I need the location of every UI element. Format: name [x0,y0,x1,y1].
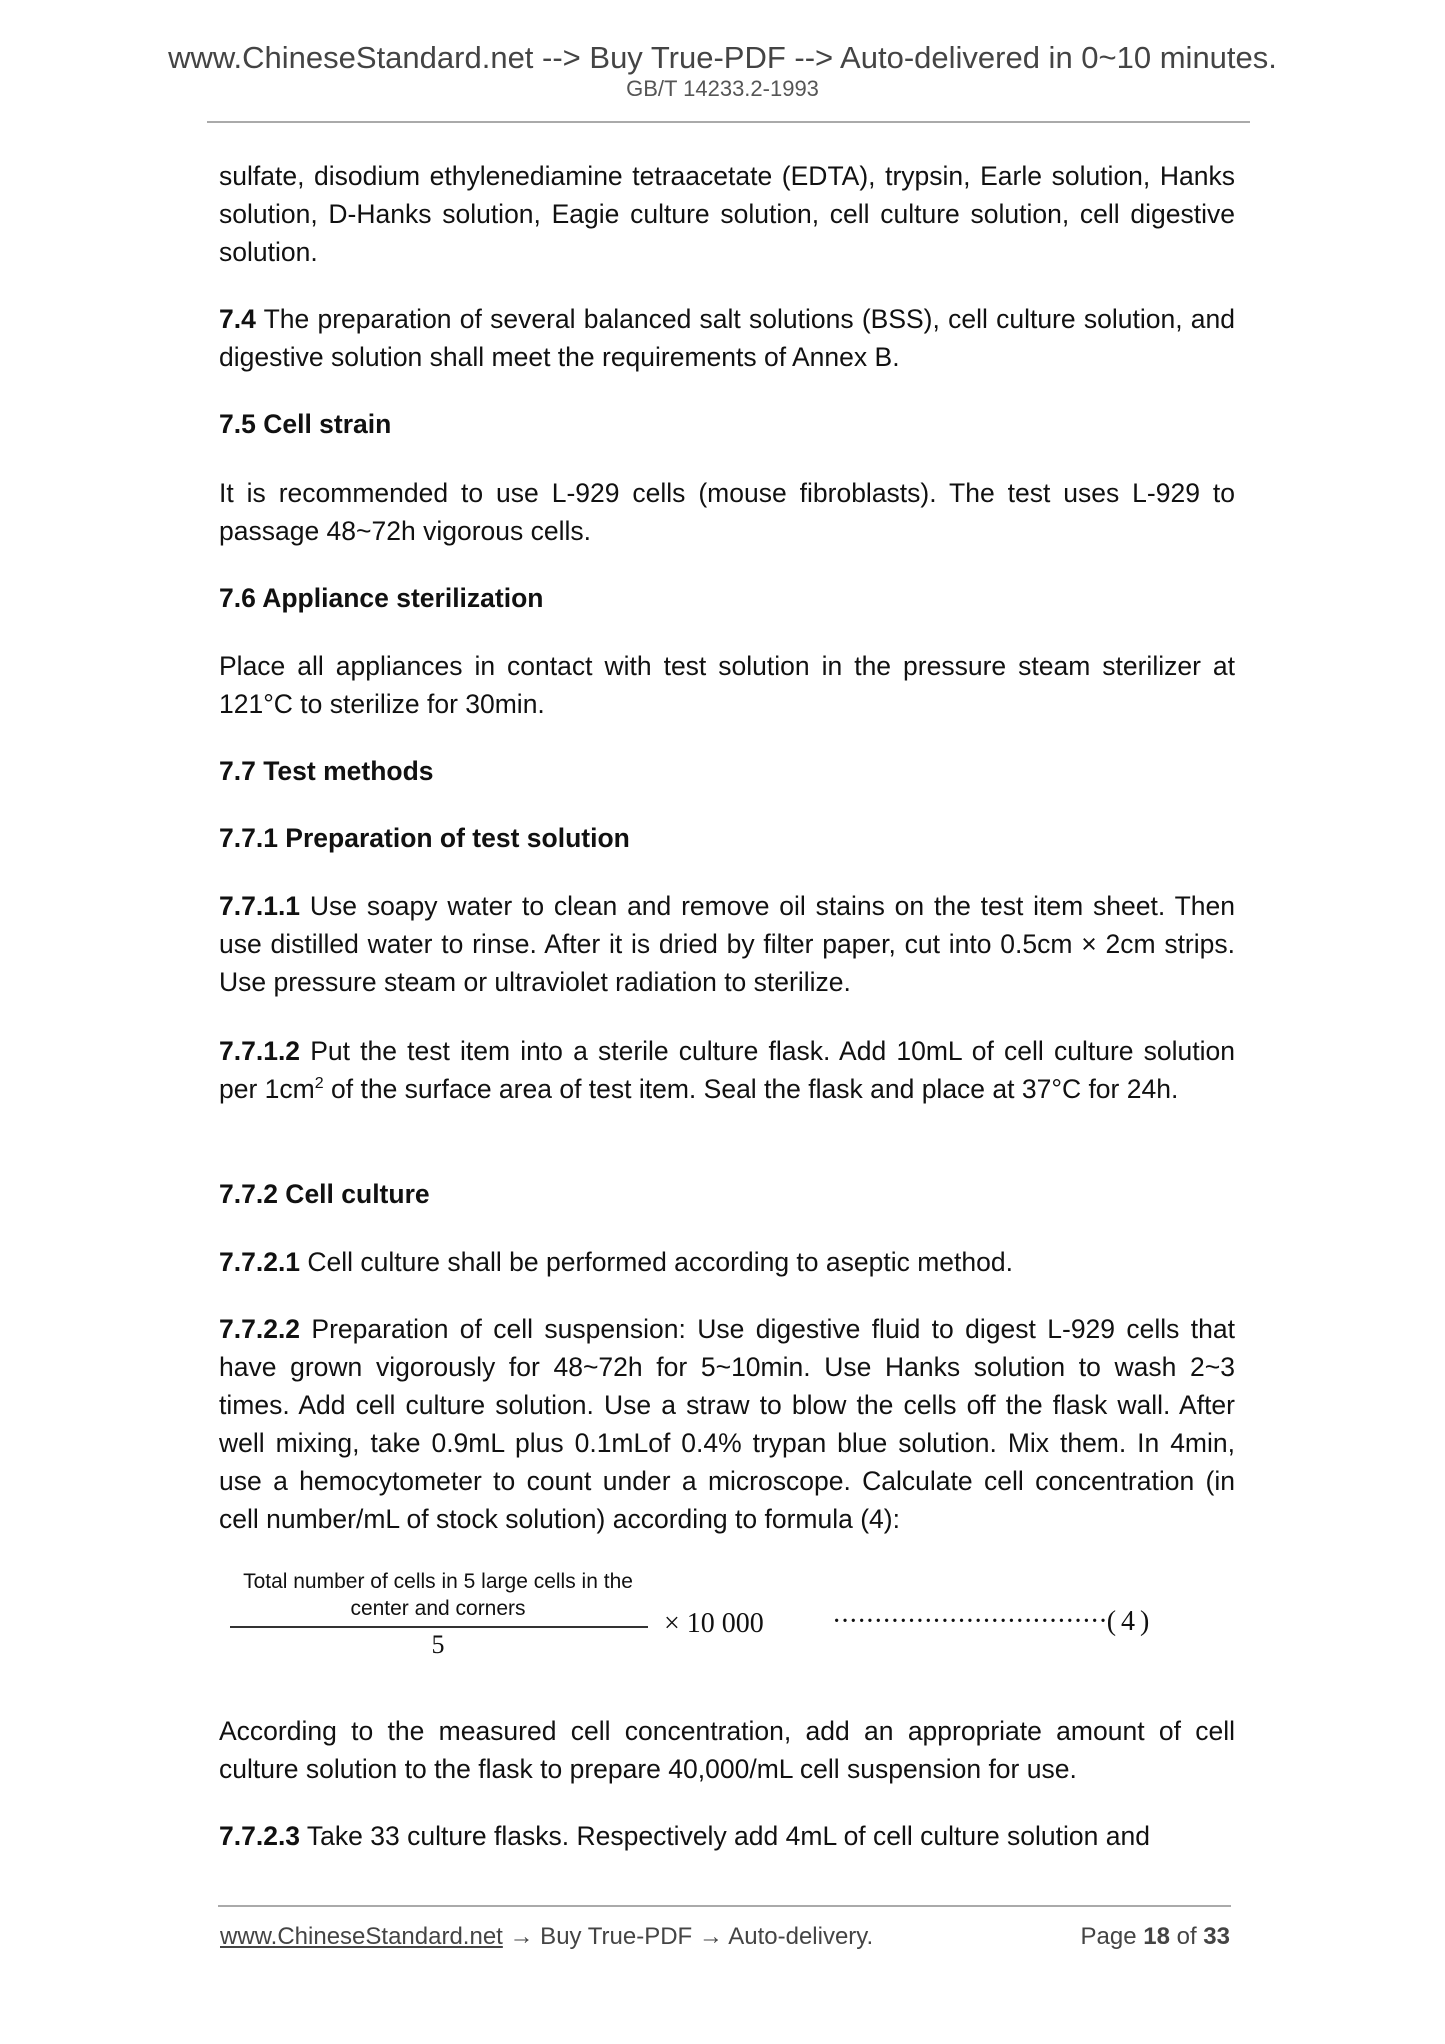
footer-divider [218,1905,1231,1907]
of-label: of [1176,1923,1197,1950]
clause-text: Preparation of cell suspension: Use digestive fluid to digest L-929 cells that have grown vigorously for 48~72h for 5~10min. Use Hanks solution to wash 2~3 times. Add cell culture solution. Use a straw to blow the cells off the flask wall. After well mixing, take 0.9mL plus 0.1mLof 0.4% trypan blue solution. Mix them. In 4min, use a hemocytometer to count under a microscope. Calculate cell concentration (in cell number/mL of stock solution) according to formula (4): [219,1314,1235,1534]
header-banner: www.ChineseStandard.net --> Buy True-PDF --> Auto-delivered in 0~10 minutes. [168,40,1277,75]
page-indicator [1081,1923,1231,1951]
clause-text: Cell culture shall be performed according to aseptic method. [300,1247,1013,1277]
paragraph-7-6: Place all appliances in contact with test solution in the pressure steam sterilizer at 121°C to sterilize for 30min. [219,651,1235,719]
formula-numerator: Total number of cells in 5 large cells in the center and corners [243,1570,633,1620]
clause-text: Put the test item into a sterile culture flask. Add 10mL of cell culture solution per 1cm [219,1036,1235,1104]
heading-text: 7.7.1 Preparation of test solution [219,823,630,853]
clause-text: Take 33 culture flasks. Respectively add 4mL of cell culture solution and [300,1821,1150,1851]
clause-number: 7.7.2.3 [219,1821,301,1851]
heading-text: 7.7 Test methods [219,756,434,786]
paragraph-suspension: According to the measured cell concentration, add an appropriate amount of cell culture solution to the flask to prepare 40,000/mL cell suspension for use. [219,1716,1235,1784]
heading-7-6 [219,579,1235,617]
page-total: 33 [1203,1923,1230,1950]
heading-text: 7.5 Cell strain [219,409,392,439]
fraction-bar [230,1626,648,1628]
formula-4 [228,1568,1238,1678]
formula-multiplier: × 10 000 [664,1608,764,1639]
heading-7-5 [219,405,1235,443]
formula-denominator: 5 [431,1630,445,1659]
clause-number: 7.7.1.1 [219,891,301,921]
clause-text: Use soapy water to clean and remove oil stains on the test item sheet. Then use distilled water to rinse. After it is dried by filter paper, cut into 0.5cm × 2cm strips. Use pressure steam or ultraviolet radiation to sterilize. [219,891,1235,997]
dot-leader: ································· [832,1606,1107,1637]
header-divider [207,121,1250,123]
formula-label: ( 4 ) [1106,1606,1149,1637]
paragraph-7-4 [219,300,1235,376]
paragraph-7-5: It is recommended to use L-929 cells (mouse fibroblasts). The test uses L-929 to passage 48~72h vigorous cells. [219,478,1235,546]
clause-number: 7.7.1.2 [219,1036,301,1066]
superscript: 2 [314,1075,324,1093]
clause-text-cont: of the surface area of test item. Seal the flask and place at 37°C for 24h. [323,1074,1179,1104]
paragraph-7-7-2-2 [219,1310,1235,1538]
paragraph-reagents: sulfate, disodium ethylenediamine tetraacetate (EDTA), trypsin, Earle solution, Hanks solution, D-Hanks solution, Eagie culture solution, cell culture solution, cell digestive solution. [219,161,1235,267]
paragraph-7-7-1-1 [219,887,1235,1001]
page-number: 18 [1143,1923,1170,1950]
heading-text: 7.6 Appliance sterilization [219,583,544,613]
footer [220,1923,1230,1951]
heading-7-7-2 [219,1175,1235,1213]
clause-number: 7.4 [219,304,256,334]
page-label: Page [1080,1923,1137,1950]
heading-7-7 [219,752,1235,790]
clause-number: 7.7.2.1 [219,1247,301,1277]
heading-text: 7.7.2 Cell culture [219,1179,430,1209]
paragraph-7-7-2-3 [219,1817,1235,1855]
clause-text: The preparation of several balanced salt solutions (BSS), cell culture solution, and digestive solution shall meet the requirements of Annex B. [219,304,1235,372]
heading-7-7-1 [219,819,1235,857]
footer-link[interactable]: www.ChineseStandard.net [220,1923,503,1950]
formula-label-line [832,1606,1148,1638]
footer-text: → Buy True-PDF → Auto-delivery. [502,1923,874,1950]
paragraph-7-7-2-1 [219,1243,1235,1281]
clause-number: 7.7.2.2 [219,1314,301,1344]
paragraph-7-7-1-2 [219,1032,1235,1108]
document-id: GB/T 14233.2-1993 [626,76,819,101]
